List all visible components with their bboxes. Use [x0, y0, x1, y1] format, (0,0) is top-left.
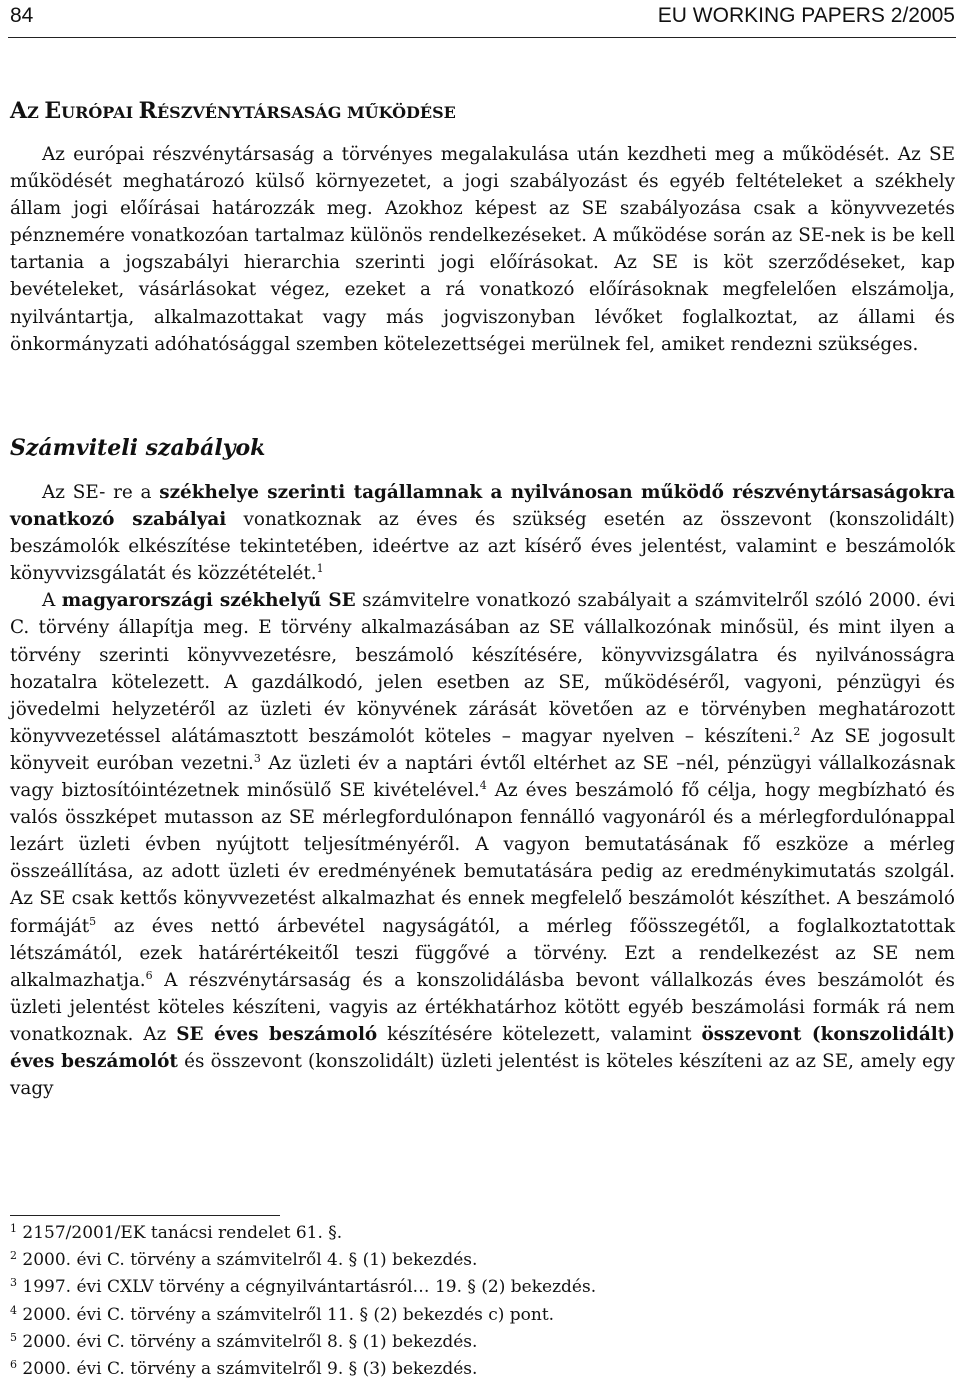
- paragraph-text: készítésére kötelezett, valamint: [377, 1023, 702, 1045]
- footnote-text: 1997. évi CXLV törvény a cégnyilvántartásról… 19. § (2) bekezdés.: [17, 1277, 597, 1298]
- footnote: [10, 1247, 950, 1274]
- footnotes: [10, 1220, 950, 1383]
- footnote-ref[interactable]: 4: [479, 779, 487, 793]
- paragraph-text: az éves nettó árbevétel nagyságától, a mérleg főösszegétől, a foglalkoztatottak létszámától, ezek határértékeitől teszi függővé a törvény. Ezt a rendelkezést az SE nem alkalmazhatja.: [10, 915, 955, 991]
- emphasis-text: összevont (konszolidált) éves beszámolót: [10, 1023, 955, 1072]
- footnote-ref[interactable]: 6: [145, 968, 153, 982]
- title-small-caps: ÉSZVÉNYTÁRSASÁG MŰKÖDÉSE: [156, 103, 456, 122]
- footnote-number: 4: [10, 1303, 17, 1317]
- paragraph-text: Az SE- re a: [42, 482, 160, 503]
- title-cap: R: [138, 98, 157, 124]
- section-subheading: Számviteli szabályok: [10, 435, 266, 461]
- footnote: [10, 1220, 950, 1247]
- footnote: [10, 1302, 950, 1329]
- footnote-text: 2000. évi C. törvény a számvitelről 4. § (1) bekezdés.: [17, 1250, 478, 1271]
- footnote-text: 2000. évi C. törvény a számvitelről 11. § (2) bekezdés c) pont.: [17, 1304, 555, 1325]
- footnote-ref[interactable]: 2: [793, 724, 801, 738]
- footnote-ref[interactable]: 1: [316, 562, 324, 576]
- paragraph-text: Az SE jogosult könyveit euróban vezetni.: [10, 725, 955, 774]
- intro-section: [10, 141, 955, 358]
- section-title: [10, 96, 456, 128]
- paragraph-eu-rules: [10, 479, 955, 587]
- series-title: EU WORKING PAPERS 2/2005: [657, 4, 955, 27]
- footnote-text: 2000. évi C. törvény a számvitelről 8. § (1) bekezdés.: [17, 1331, 478, 1352]
- running-header: [10, 2, 955, 30]
- footnote-number: 2: [10, 1249, 17, 1263]
- accounting-section: [10, 479, 955, 1102]
- header-rule: [8, 37, 956, 38]
- intro-text: Az európai részvénytársaság a törvényes megalakulása után kezdheti meg a működését. Az SE működését meghatározó külső környezetet, a jogi szabályozást és egyéb feltételeket a székhely állam jogi előírásai határozzák meg. Azokhoz képest az SE szabályozása csak a könyvvezetés pénznemére vonatkozóan tartalmaz különös rendelkezéseket. A működése során az SE-nek is be kell tartania a jogszabályi hierarchia szerinti jogi előírásokat. Az SE is köt szerződéseket, kap bevételeket, vásárlásokat végez, ezeket a rá vonatkozó előírásoknak megfelelően elszámolja, nyilvántartja, alkalmazottakat vagy más jogviszonyban lévőket foglalkoztat, az állami és önkormányzati adóhatósággal szemben kötelezettségei merülnek fel, amiket rendezni szükséges.: [10, 144, 955, 355]
- paragraph-hungarian-rules: [10, 587, 955, 1102]
- title-cap: A: [10, 98, 28, 124]
- paragraph-text: Az éves beszámoló fő célja, hogy megbízható és valós összképet mutasson az SE mérlegfordulónapon fennálló vagyonáról és a mérlegfordulónappal lezárt üzleti évben nyújtott teljesítményéről. A vagyon bemutatásának fő eszköze a mérleg összeállítása, az adott üzleti év eredményének bemutatására pedig az eredménykimutatás szolgál. Az SE csak kettős könyvvezetést alkalmazhat és ennek megfelelő beszámolót készíthet. A beszámoló formáját: [10, 780, 955, 937]
- paragraph-text: Az üzleti év a naptári évtől eltérhet az SE –nél, pénzügyi vállalkozásnak vagy biztosítóintézetnek minősülő SE kivételével.: [10, 752, 956, 802]
- footnote: [10, 1274, 950, 1301]
- paragraph-text: számvitelre vonatkozó szabályait a számvitelről szóló 2000. évi C. törvény állapítja meg. E törvény alkalmazásában az SE vállalkozónak minősül, és mint ilyen a törvény szerinti könyvvezetésre, beszámoló készítésére, könyvvizsgálatra és nyilvánosságra hozatalra kötelezett. A gazdálkodó, jelen esetben az SE, működéséről, vagyoni, pénzügyi és jövedelmi helyzetéről az üzleti év könyvének zárását követően az e törvényben meghatározott könyvvezetéssel alátámasztott beszámolót köteles – magyar nyelven – készíteni.: [10, 590, 955, 747]
- title-small-caps: URÓPAI: [61, 103, 139, 122]
- paragraph-text: és összevont (konszolidált) üzleti jelentést is köteles készíteni az az SE, amely egy vagy: [10, 1050, 955, 1100]
- paragraph-text: A részvénytársaság és a konszolidálásba bevont vállalkozás éves beszámolót és üzleti jelentést köteles készíteni, vagyis az értékhatárhoz kötött egyéb beszámolási formák rá nem vonatkoznak. Az: [10, 969, 955, 1045]
- footnote-separator: [10, 1215, 280, 1216]
- page-number: 84: [10, 4, 34, 27]
- emphasis-text: székhelye szerinti tagállamnak a nyilvánosan működő részvénytársaságokra vonatkozó szabályai: [10, 482, 955, 531]
- footnote: [10, 1356, 950, 1383]
- footnote-number: 5: [10, 1330, 17, 1344]
- paragraph-text: A: [42, 590, 62, 612]
- emphasis-text: SE éves beszámoló: [176, 1023, 378, 1045]
- title-cap: E: [44, 98, 62, 124]
- title-small-caps: Z: [27, 103, 45, 122]
- footnote: [10, 1329, 950, 1356]
- footnote-ref[interactable]: 5: [89, 914, 97, 928]
- emphasis-text: magyarországi székhelyű SE: [61, 590, 356, 612]
- footnote-number: 3: [10, 1276, 17, 1290]
- footnote-text: 2157/2001/EK tanácsi rendelet 61. §.: [17, 1223, 343, 1243]
- intro-paragraph: [10, 141, 955, 358]
- footnote-ref[interactable]: 3: [253, 751, 261, 765]
- footnote-number: 6: [10, 1358, 17, 1372]
- paragraph-text: vonatkoznak az éves és szükség esetén az összevont (konszolidált) beszámolók elkészítése tekintetében, ideértve az azt kísérő éves jelentést, valamint e beszámolók könyvvizsgálatát és közzétételét.: [10, 509, 955, 585]
- footnote-text: 2000. évi C. törvény a számvitelről 9. § (3) bekezdés.: [17, 1359, 478, 1380]
- footnote-number: 1: [10, 1222, 17, 1235]
